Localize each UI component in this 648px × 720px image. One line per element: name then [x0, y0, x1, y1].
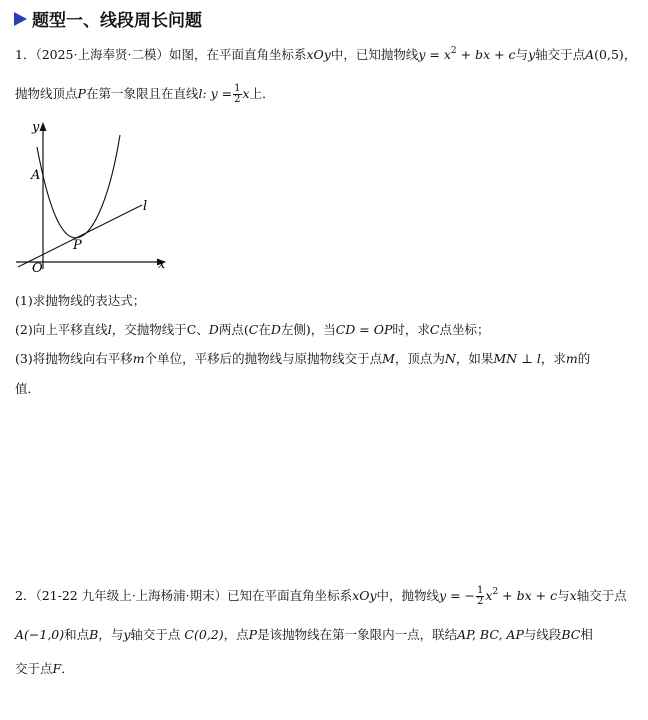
q1-text: (3)将抛物线向右平移	[15, 351, 133, 366]
q1-text: ，交抛物线于C、	[111, 322, 209, 337]
q1-text: ，	[623, 47, 637, 62]
q2-segments: AP, BC, AP	[457, 627, 524, 642]
q1-point-a: A	[585, 47, 595, 62]
q2-eq: y = −	[439, 588, 476, 603]
graph-label-o: O	[32, 261, 43, 276]
q1-l: l	[107, 322, 112, 337]
q1-text: ，顶点为	[394, 351, 445, 366]
q2-point-b: B	[89, 627, 99, 642]
q1-sub1-text: (1)求抛物线的表达式；	[15, 293, 146, 308]
q2-xoy: xOy	[352, 588, 377, 603]
fraction-half	[476, 586, 484, 607]
heading-text: 题型一、线段周长问题	[32, 11, 202, 31]
q1-text: 轴交于点	[535, 47, 586, 62]
y-axis-arrow-icon	[40, 122, 47, 131]
q1-source: （2025·上海奉贤·二模）	[35, 47, 169, 62]
graph-label-l: l	[143, 199, 148, 214]
q2-x: x	[569, 588, 577, 603]
q2-text: 相	[580, 627, 593, 642]
q1-sub2	[15, 321, 490, 339]
fraction-half	[233, 84, 241, 105]
q2-point-c: C(0,2)	[184, 627, 224, 642]
q1-text: 两点(	[218, 322, 249, 337]
q1-text: ，如果	[455, 351, 494, 366]
q1-text: 在第一象限且在直线	[85, 86, 199, 101]
q1-text: 的	[577, 351, 591, 366]
q1-eq: + bx + c	[456, 47, 516, 62]
q2-text: ．	[61, 661, 74, 676]
q2-segment-bc: BC	[561, 627, 581, 642]
q2-text: ，与	[98, 627, 124, 642]
q2-text: 与	[557, 588, 570, 603]
q2-y: y	[123, 627, 131, 642]
q2-text: 是该抛物线在第一象限内一点，联结	[257, 627, 458, 642]
q2-line3	[15, 660, 74, 678]
q1-text: 点坐标；	[439, 322, 490, 337]
q1-text: 中，已知抛物线	[330, 47, 419, 62]
q2-text: 轴交于点	[576, 588, 627, 603]
q1-text: ，求	[540, 351, 566, 366]
q2-text: 轴交于点	[130, 627, 181, 642]
q1-m: m	[132, 351, 145, 366]
graph-label-p: P	[73, 238, 82, 253]
q1-x: x	[242, 86, 250, 101]
q2-eq: + bx + c	[498, 588, 558, 603]
q1-text: 左侧)，当	[280, 322, 336, 337]
q2-line1: 2．（21-22 九年级上·上海杨浦·期末）已知在平面直角坐标系xOy中，抛物线y = − $\frac{1}{2}$ $x^2$ + bx + c与x轴交于点	[15, 585, 627, 607]
q2-text: ，点	[223, 627, 249, 642]
q2-text: 中，抛物线	[376, 588, 440, 603]
q1-coord: (0,5)	[594, 47, 624, 62]
q1-p: P	[77, 86, 86, 101]
q1-text: (2)向上平移直线	[15, 322, 108, 337]
q1-pt-n: N	[444, 351, 456, 366]
q2-number: 2．	[15, 588, 36, 603]
q2-text: 和点	[64, 627, 90, 642]
q1-sub3-cont	[15, 380, 40, 398]
q1-xoy: xOy	[306, 47, 331, 62]
q1-text: 个单位，平移后的抛物线与原抛物线交于点	[144, 351, 383, 366]
q1-text: 抛物线顶点	[15, 86, 78, 101]
q1-text: 如图，在平面直角坐标系	[168, 47, 307, 62]
q1-text: 与	[515, 47, 529, 62]
q1-eq: y = x	[418, 47, 451, 62]
q2-source: （21-22 九年级上·上海杨浦·期末）	[35, 588, 228, 603]
q1-eq: CD = OP	[335, 322, 393, 337]
q1-text: 值．	[15, 381, 41, 396]
q2-point-a: A(−1,0)	[15, 627, 65, 642]
q2-point-f: F	[52, 661, 62, 676]
q1-d: D	[208, 322, 219, 337]
q1-sub3	[15, 350, 590, 368]
q2-text: 已知在平面直角坐标系	[227, 588, 353, 603]
q1-y: y	[528, 47, 536, 62]
triangle-bullet-icon	[14, 12, 27, 26]
q2-line2	[15, 626, 593, 644]
q1-l: l	[198, 86, 203, 101]
graph-label-y: y	[32, 120, 40, 135]
q1-m: m	[565, 351, 578, 366]
q1-eq: MN ⊥ l	[493, 351, 541, 366]
q1-c: C	[429, 322, 440, 337]
q1-eq: : y =	[202, 86, 233, 101]
q1-number: 1．	[15, 47, 36, 62]
q1-line1: 1．（2025·上海奉贤·二模）如图，在平面直角坐标系xOy中，已知抛物线$y = x^2$ + bx + c与y轴交于点A(0,5)，	[15, 46, 637, 62]
q1-d: D	[270, 322, 281, 337]
parabola-graph	[12, 117, 172, 277]
q2-text: 交于点	[15, 661, 53, 676]
q2-text: 与线段	[523, 627, 562, 642]
line-l	[18, 205, 142, 267]
q1-text: 在	[258, 322, 271, 337]
q1-c: C	[248, 322, 259, 337]
q1-sub1	[15, 292, 145, 310]
q2-eq: x	[485, 588, 493, 603]
q1-text: 时，求	[392, 322, 430, 337]
frac-den: 2	[234, 94, 241, 105]
graph-label-a: A	[31, 168, 41, 183]
frac-den: 2	[477, 596, 484, 607]
q2-point-p: P	[248, 627, 258, 642]
q1-line2	[15, 84, 275, 105]
frac-num: 1	[477, 585, 484, 596]
graph-label-x: x	[158, 257, 166, 272]
section-heading	[14, 6, 202, 31]
frac-num: 1	[234, 83, 241, 94]
q1-pt-m: M	[382, 351, 395, 366]
q1-text: 上．	[249, 86, 275, 101]
